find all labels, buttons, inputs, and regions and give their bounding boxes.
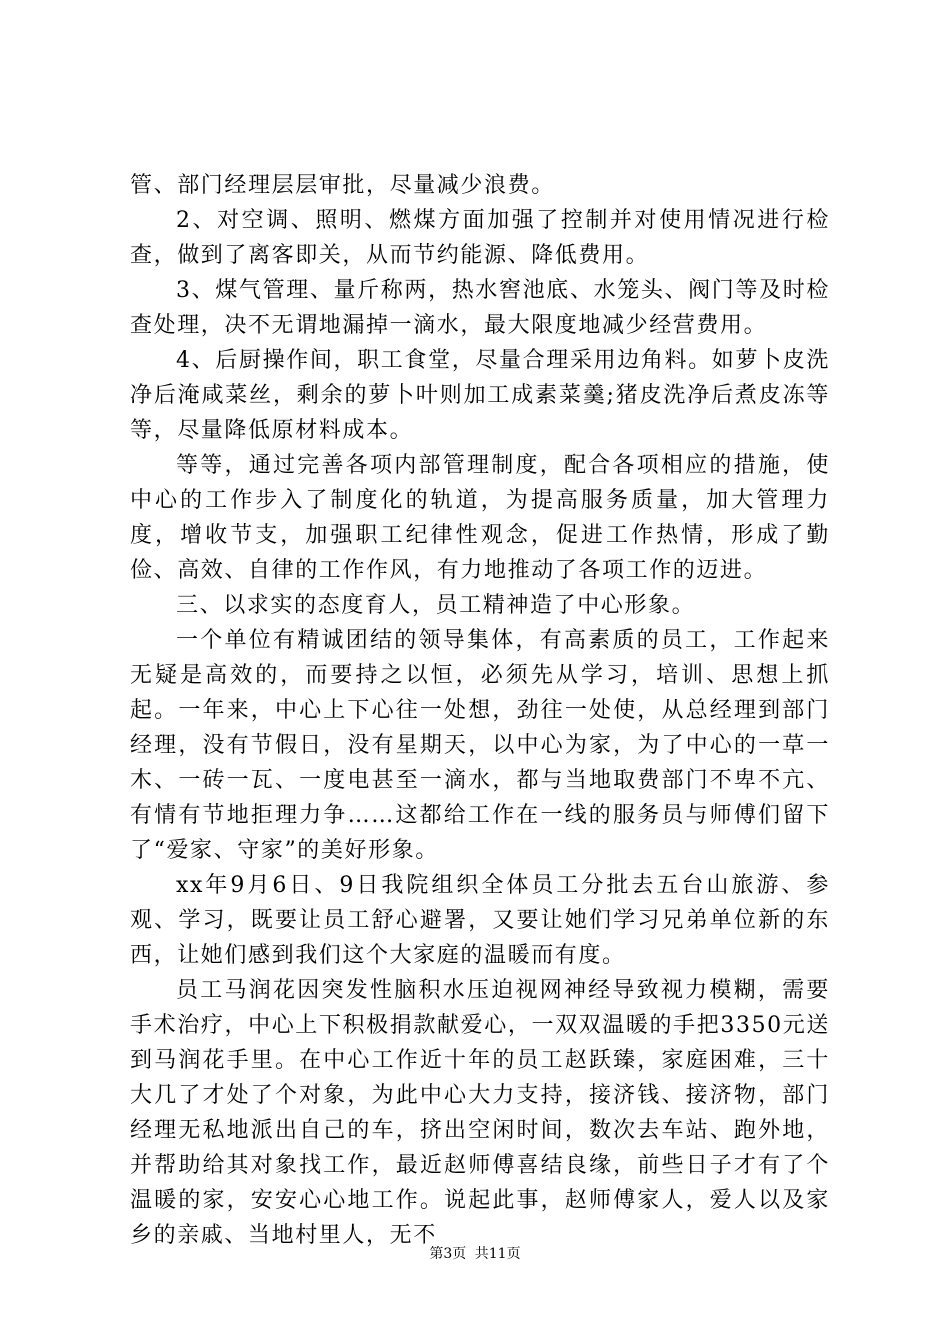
paragraph: xx年9月6日、9日我院组织全体员工分批去五台山旅游、参观、学习，既要让员工舒心避署，又要让她们学习兄弟单位新的东西，让她们感到我们这个大家庭的温暖而有度。 [130, 873, 830, 968]
page-footer [0, 1243, 950, 1263]
paragraph: 等等，通过完善各项内部管理制度，配合各项相应的措施，使中心的工作步入了制度化的轨道，为提高服务质量，加大管理力度，增收节支，加强职工纪律性观念，促进工作热情，形成了勤俭、高效、自律的工作作风，有力地推动了各项工作的迈进。 [130, 453, 830, 583]
paragraph: 一个单位有精诚团结的领导集体，有高素质的员工，工作起来无疑是高效的，而要持之以恒，必须先从学习，培训、思想上抓起。一年来，中心上下心往一处想，劲往一处使，从总经理到部门经理，没有节假日，没有星期天，以中心为家，为了中心的一草一木、一砖一瓦、一度电甚至一滴水，都与当地取费部门不卑不亢、有情有节地拒理力争……这都给工作在一线的服务员与师傅们留下了“爱家、守家”的美好形象。 [130, 628, 830, 863]
paragraph: 管、部门经理层层审批，尽量减少浪费。 [130, 173, 555, 198]
paragraph: 3、煤气管理、量斤称两，热水窖池底、水笼头、阀门等及时检查处理，决不无谓地漏掉一滴水，最大限度地减少经营费用。 [130, 278, 830, 338]
page-total: 共11页 [474, 1246, 521, 1262]
page-number: 第3页 [429, 1246, 467, 1262]
paragraph: 2、对空调、照明、燃煤方面加强了控制并对使用情况进行检查，做到了离客即关，从而节约能源、降低费用。 [130, 208, 830, 268]
paragraph: 4、后厨操作间，职工食堂，尽量合理采用边角料。如萝卜皮洗净后淹咸菜丝，剩余的萝卜叶则加工成素菜羹;猪皮洗净后煮皮冻等等，尽量降低原材料成本。 [130, 348, 830, 443]
section-heading: 三、以求实的态度育人，员工精神造了中心形象。 [176, 593, 696, 618]
document-body [130, 168, 830, 1253]
paragraph: 员工马润花因突发性脑积水压迫视网神经导致视力模糊，需要手术治疗，中心上下积极捐款献爱心，一双双温暖的手把3350元送到马润花手里。在中心工作近十年的员工赵跃臻，家庭困难，三十大几了才处了个对象，为此中心大力支持，接济钱、接济物，部门经理无私地派出自己的车，挤出空闲时间，数次去车站、跑外地，并帮助给其对象找工作，最近赵师傅喜结良缘，前些日子才有了个温暖的家，安安心心地工作。说起此事，赵师傅家人，爱人以及家乡的亲戚、当地村里人，无不 [130, 978, 830, 1248]
